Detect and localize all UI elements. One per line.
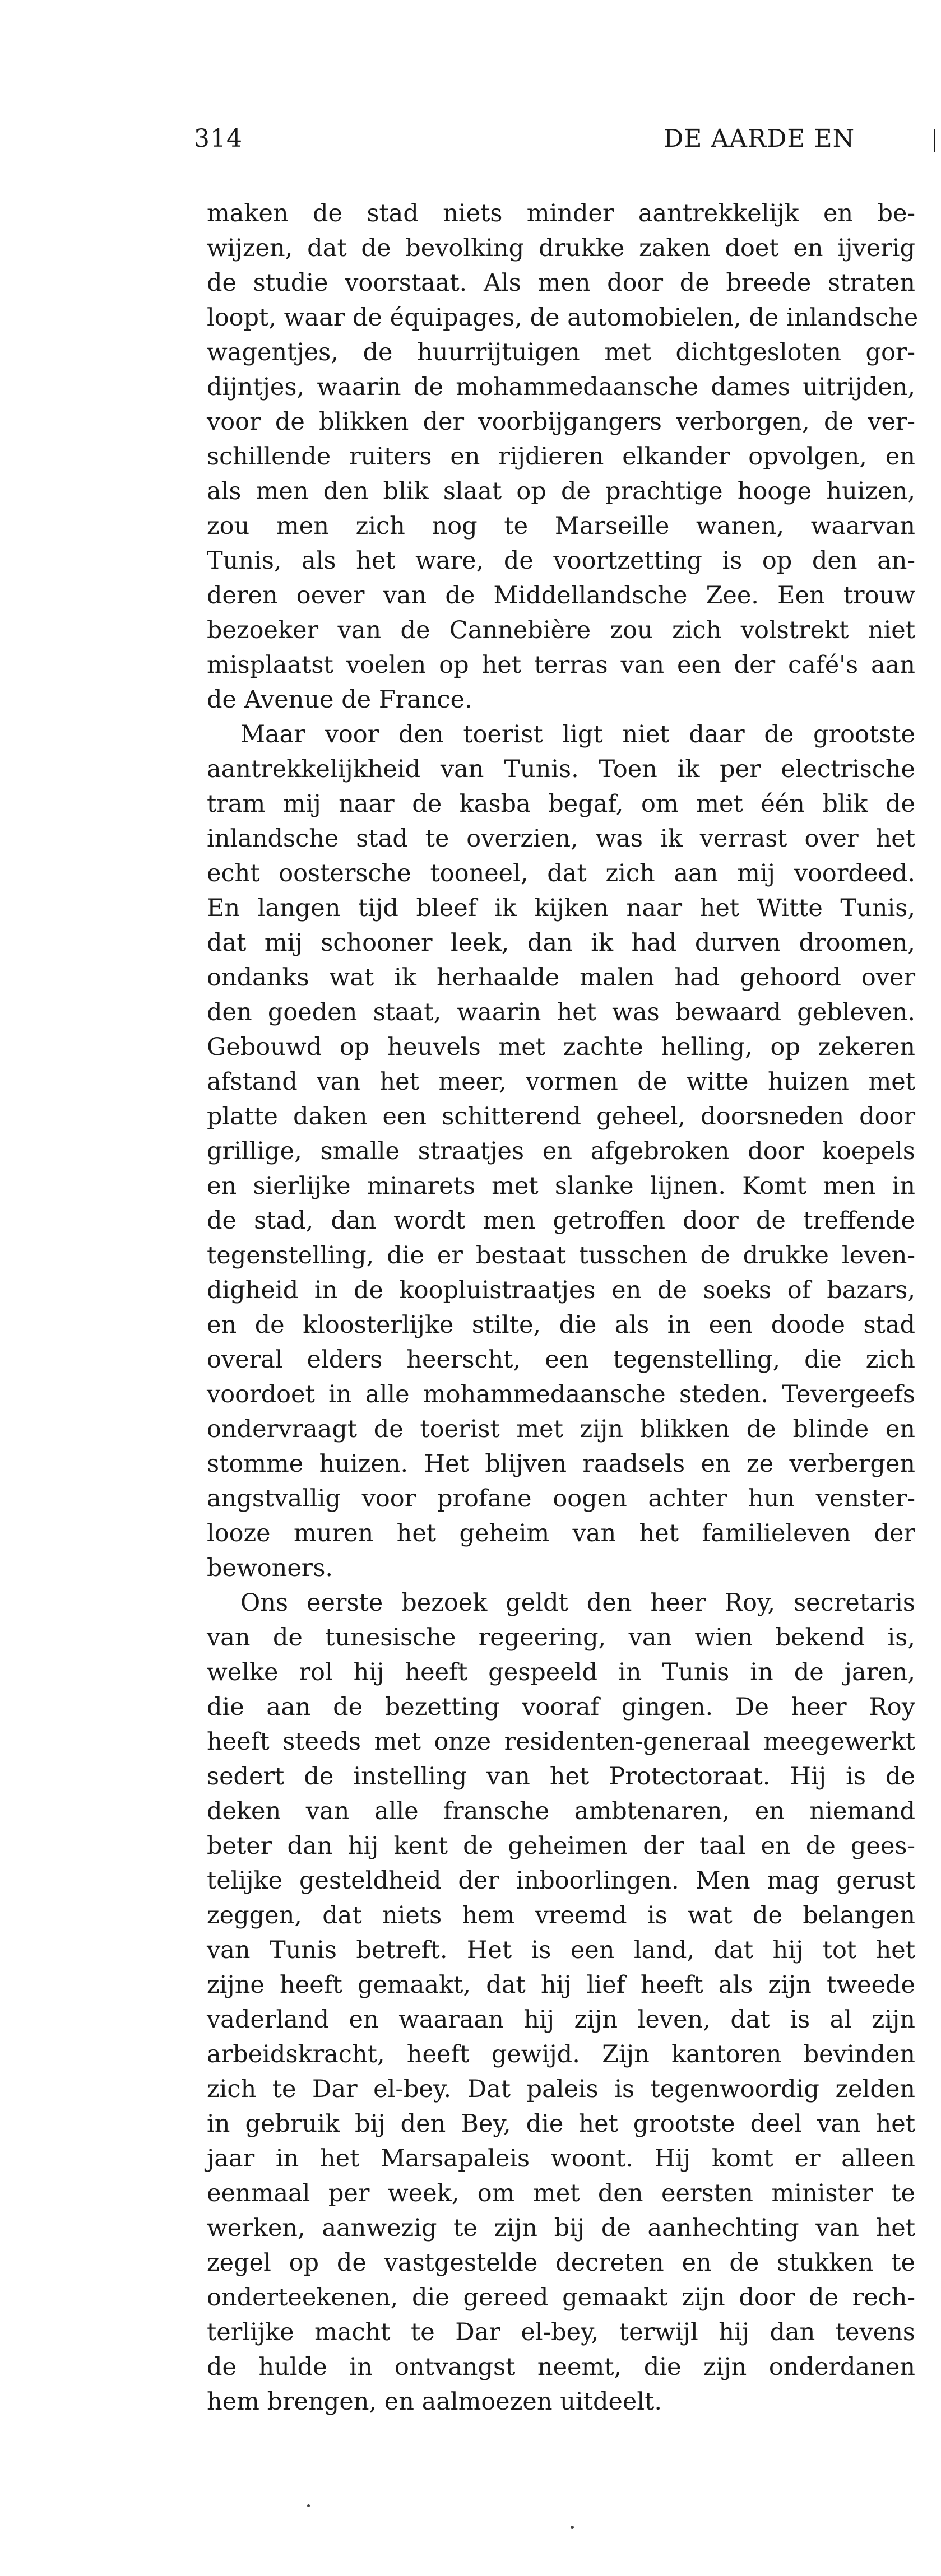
text-line: den goeden staat, waarin het was bewaard gebleven. xyxy=(207,998,915,1026)
text-line: dijntjes, waarin de mohammedaansche dames uitrijden, xyxy=(207,373,915,401)
text-line: loopt, waar de équipages, de automobielen, de inlandsche xyxy=(207,304,919,332)
text-line: de studie voorstaat. Als men door de breede straten xyxy=(207,269,915,297)
text-line: schillende ruiters en rijdieren elkander opvolgen, en xyxy=(207,443,915,471)
text-line: maken de stad niets minder aantrekkelijk en be- xyxy=(207,199,915,227)
text-line: arbeidskracht, heeft gewijd. Zijn kantoren bevinden xyxy=(207,2040,915,2068)
text-line: bezoeker van de Cannebière zou zich volstrekt niet xyxy=(207,616,915,644)
text-line: hem brengen, en aalmoezen uitdeelt. xyxy=(207,2388,662,2416)
body-text xyxy=(207,196,919,2419)
running-head: DE AARDE EN xyxy=(664,124,855,153)
text-line: overal elders heerscht, een tegenstelling, die zich xyxy=(207,1346,915,1374)
text-line: zijne heeft gemaakt, dat hij lief heeft als zijn tweede xyxy=(207,1971,915,1999)
paragraph xyxy=(207,717,915,1585)
text-line: En langen tijd bleef ik kijken naar het Witte Tunis, xyxy=(207,894,915,922)
text-line: deren oever van de Middellandsche Zee. Een trouw xyxy=(207,582,915,610)
text-line: stomme huizen. Het blijven raadsels en ze verbergen xyxy=(207,1450,915,1478)
paragraph xyxy=(207,1585,915,2419)
text-line: afstand van het meer, vormen de witte huizen met xyxy=(207,1068,915,1096)
page-number: 314 xyxy=(194,124,243,153)
text-line: digheid in de koopluistraatjes en de soeks of bazars, xyxy=(207,1276,915,1304)
text-line: telijke gesteldheid der inboorlingen. Men mag gerust xyxy=(207,1867,915,1895)
text-line: voor de blikken der voorbijgangers verborgen, de ver- xyxy=(207,408,915,436)
text-line: in gebruik bij den Bey, die het grootste deel van het xyxy=(207,2110,915,2138)
text-line: van de tunesische regeering, van wien bekend is, xyxy=(207,1624,915,1652)
text-line: aantrekkelijkheid van Tunis. Toen ik per electrische xyxy=(207,755,915,783)
text-line: van Tunis betreft. Het is een land, dat hij tot het xyxy=(207,1936,915,1964)
text-line: als men den blik slaat op de prachtige hooge huizen, xyxy=(207,477,915,505)
text-line: Gebouwd op heuvels met zachte helling, op zekeren xyxy=(207,1033,915,1061)
text-line: grillige, smalle straatjes en afgebroken door koepels xyxy=(207,1137,915,1165)
text-line: ondanks wat ik herhaalde malen had gehoord over xyxy=(207,964,915,992)
text-line: deken van alle fransche ambtenaren, en niemand xyxy=(207,1797,915,1825)
text-line: platte daken een schitterend geheel, doorsneden door xyxy=(207,1103,915,1131)
text-line: eenmaal per week, om met den eersten minister te xyxy=(207,2179,915,2207)
text-line: tram mij naar de kasba begaf, om met één blik de xyxy=(207,790,915,818)
text-line: misplaatst voelen op het terras van een der café's aan xyxy=(207,651,915,679)
text-line: vaderland en waaraan hij zijn leven, dat is al zijn xyxy=(207,2006,915,2034)
text-line: tegenstelling, die er bestaat tusschen de drukke leven- xyxy=(207,1241,915,1270)
text-line: Maar voor den toerist ligt niet daar de grootste xyxy=(240,720,915,748)
text-line: de hulde in ontvangst neemt, die zijn onderdanen xyxy=(207,2353,915,2381)
text-line: en sierlijke minarets met slanke lijnen. Komt men in xyxy=(207,1172,915,1200)
text-line: bewoners. xyxy=(207,1554,333,1582)
text-line: beter dan hij kent de geheimen der taal en de gees- xyxy=(207,1832,915,1860)
text-line: angstvallig voor profane oogen achter hun venster- xyxy=(207,1485,915,1513)
text-line: wijzen, dat de bevolking drukke zaken doet en ijverig xyxy=(207,234,915,262)
text-line: voordoet in alle mohammedaansche steden. Tevergeefs xyxy=(207,1380,915,1408)
text-line: zegel op de vastgestelde decreten en de stukken te xyxy=(207,2249,915,2277)
text-line: heeft steeds met onze residenten-generaal meegewerkt xyxy=(207,1728,915,1756)
text-line: de Avenue de France. xyxy=(207,686,472,714)
text-line: de stad, dan wordt men getroffen door de treffende xyxy=(207,1207,915,1235)
text-line: Tunis, als het ware, de voortzetting is op den an- xyxy=(207,547,915,575)
text-line: en de kloosterlijke stilte, die als in een doode stad xyxy=(207,1311,915,1339)
text-line: Ons eerste bezoek geldt den heer Roy, secretaris xyxy=(240,1589,915,1617)
text-line: werken, aanwezig te zijn bij de aanhechting van het xyxy=(207,2214,915,2242)
text-line: zich te Dar el-bey. Dat paleis is tegenwoordig zelden xyxy=(207,2075,915,2103)
text-line: onderteekenen, die gereed gemaakt zijn door de rech- xyxy=(207,2284,915,2312)
text-line: echt oostersche tooneel, dat zich aan mij voordeed. xyxy=(207,859,915,887)
text-line: terlijke macht te Dar el-bey, terwijl hij dan tevens xyxy=(207,2318,915,2346)
running-head-cutoff-mark xyxy=(934,129,935,152)
text-line: welke rol hij heeft gespeeld in Tunis in de jaren, xyxy=(207,1658,915,1686)
text-line: sedert de instelling van het Protectoraat. Hij is de xyxy=(207,1763,915,1791)
text-line: jaar in het Marsapaleis woont. Hij komt er alleen xyxy=(207,2145,915,2173)
text-line: wagentjes, de huurrijtuigen met dichtgesloten gor- xyxy=(207,338,915,366)
print-speck xyxy=(571,2526,574,2529)
text-line: looze muren het geheim van het familieleven der xyxy=(207,1519,915,1547)
text-line: inlandsche stad te overzien, was ik verrast over het xyxy=(207,825,915,853)
paragraph xyxy=(207,196,919,717)
text-line: zou men zich nog te Marseille wanen, waarvan xyxy=(207,512,915,540)
text-line: zeggen, dat niets hem vreemd is wat de belangen xyxy=(207,1901,915,1929)
text-line: dat mij schooner leek, dan ik had durven droomen, xyxy=(207,929,915,957)
print-speck xyxy=(307,2504,310,2507)
text-line: ondervraagt de toerist met zijn blikken de blinde en xyxy=(207,1415,915,1443)
text-line: die aan de bezetting vooraf gingen. De heer Roy xyxy=(207,1693,915,1721)
